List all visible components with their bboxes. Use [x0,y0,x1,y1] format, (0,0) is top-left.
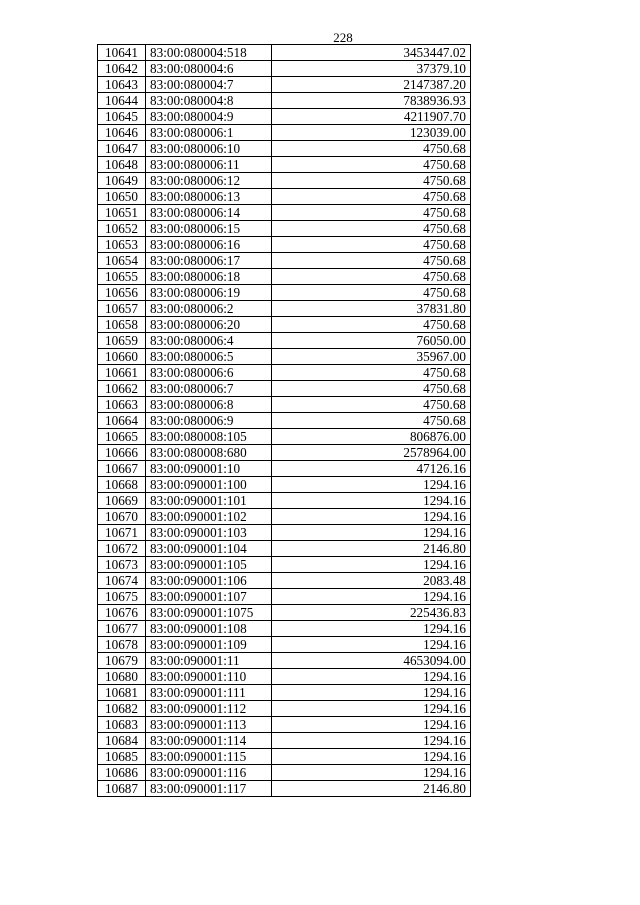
row-number-cell: 10658 [98,317,146,333]
table-row [98,605,471,621]
row-number-cell: 10673 [98,557,146,573]
cadastral-value-cell: 2578964.00 [272,445,471,461]
row-number-cell: 10641 [98,45,146,61]
cadastral-number-cell: 83:00:090001:107 [146,589,272,605]
cadastral-number-cell: 83:00:090001:116 [146,765,272,781]
cadastral-number-cell: 83:00:080008:105 [146,429,272,445]
cadastral-value-cell: 4750.68 [272,253,471,269]
table-row [98,541,471,557]
table-row [98,173,471,189]
cadastral-number-cell: 83:00:080004:7 [146,77,272,93]
row-number-cell: 10654 [98,253,146,269]
cadastral-number-cell: 83:00:090001:100 [146,477,272,493]
row-number-cell: 10662 [98,381,146,397]
row-number-cell: 10679 [98,653,146,669]
row-number-cell: 10674 [98,573,146,589]
table-row [98,285,471,301]
cadastral-number-cell: 83:00:080004:8 [146,93,272,109]
row-number-cell: 10651 [98,205,146,221]
row-number-cell: 10682 [98,701,146,717]
table-row [98,349,471,365]
row-number-cell: 10642 [98,61,146,77]
cadastral-value-cell: 4750.68 [272,221,471,237]
table-row [98,93,471,109]
cadastral-number-cell: 83:00:090001:102 [146,509,272,525]
cadastral-value-cell: 4750.68 [272,141,471,157]
cadastral-number-cell: 83:00:090001:105 [146,557,272,573]
table-row [98,477,471,493]
cadastral-number-cell: 83:00:080006:7 [146,381,272,397]
table-row [98,573,471,589]
cadastral-number-cell: 83:00:090001:109 [146,637,272,653]
row-number-cell: 10643 [98,77,146,93]
table-row [98,237,471,253]
cadastral-value-cell: 806876.00 [272,429,471,445]
table-row [98,717,471,733]
cadastral-value-cell: 225436.83 [272,605,471,621]
table-row [98,525,471,541]
table-row [98,637,471,653]
table-row [98,429,471,445]
table-row [98,701,471,717]
row-number-cell: 10652 [98,221,146,237]
cadastral-value-cell: 4211907.70 [272,109,471,125]
cadastral-value-cell: 7838936.93 [272,93,471,109]
table-row [98,317,471,333]
table-row [98,749,471,765]
row-number-cell: 10665 [98,429,146,445]
cadastral-number-cell: 83:00:080006:16 [146,237,272,253]
cadastral-value-cell: 76050.00 [272,333,471,349]
row-number-cell: 10678 [98,637,146,653]
cadastral-value-cell: 1294.16 [272,477,471,493]
cadastral-value-cell: 37379.10 [272,61,471,77]
cadastral-number-cell: 83:00:080006:12 [146,173,272,189]
cadastral-number-cell: 83:00:080004:9 [146,109,272,125]
row-number-cell: 10650 [98,189,146,205]
cadastral-value-cell: 4750.68 [272,237,471,253]
row-number-cell: 10675 [98,589,146,605]
row-number-cell: 10657 [98,301,146,317]
cadastral-value-cell: 1294.16 [272,669,471,685]
cadastral-value-cell: 4750.68 [272,397,471,413]
table-row [98,765,471,781]
row-number-cell: 10655 [98,269,146,285]
row-number-cell: 10676 [98,605,146,621]
cadastral-number-cell: 83:00:090001:106 [146,573,272,589]
table-row [98,621,471,637]
cadastral-number-cell: 83:00:080006:9 [146,413,272,429]
table-row [98,509,471,525]
cadastral-value-cell: 1294.16 [272,749,471,765]
cadastral-value-table [97,44,471,797]
cadastral-value-cell: 37831.80 [272,301,471,317]
cadastral-number-cell: 83:00:080006:13 [146,189,272,205]
row-number-cell: 10684 [98,733,146,749]
cadastral-number-cell: 83:00:080006:1 [146,125,272,141]
row-number-cell: 10680 [98,669,146,685]
cadastral-number-cell: 83:00:080006:19 [146,285,272,301]
cadastral-number-cell: 83:00:090001:113 [146,717,272,733]
table-row [98,413,471,429]
cadastral-number-cell: 83:00:080006:15 [146,221,272,237]
cadastral-value-cell: 35967.00 [272,349,471,365]
table-row [98,381,471,397]
table-row [98,205,471,221]
row-number-cell: 10668 [98,477,146,493]
row-number-cell: 10664 [98,413,146,429]
cadastral-number-cell: 83:00:080008:680 [146,445,272,461]
row-number-cell: 10660 [98,349,146,365]
table-row [98,45,471,61]
cadastral-number-cell: 83:00:080006:14 [146,205,272,221]
cadastral-number-cell: 83:00:090001:103 [146,525,272,541]
table-row [98,445,471,461]
row-number-cell: 10667 [98,461,146,477]
cadastral-number-cell: 83:00:080006:17 [146,253,272,269]
cadastral-value-cell: 1294.16 [272,701,471,717]
table-row [98,157,471,173]
cadastral-value-cell: 4750.68 [272,189,471,205]
table-row [98,685,471,701]
table-row [98,189,471,205]
cadastral-value-cell: 1294.16 [272,621,471,637]
cadastral-value-cell: 1294.16 [272,733,471,749]
table-row [98,589,471,605]
table-row [98,653,471,669]
table-row [98,253,471,269]
page-number: 228 [333,30,353,45]
row-number-cell: 10656 [98,285,146,301]
row-number-cell: 10669 [98,493,146,509]
cadastral-number-cell: 83:00:080006:18 [146,269,272,285]
cadastral-value-cell: 4653094.00 [272,653,471,669]
cadastral-number-cell: 83:00:080004:518 [146,45,272,61]
row-number-cell: 10666 [98,445,146,461]
cadastral-number-cell: 83:00:090001:111 [146,685,272,701]
row-number-cell: 10644 [98,93,146,109]
cadastral-value-cell: 1294.16 [272,509,471,525]
cadastral-value-cell: 4750.68 [272,381,471,397]
cadastral-number-cell: 83:00:090001:117 [146,781,272,797]
cadastral-value-cell: 4750.68 [272,317,471,333]
table-row [98,301,471,317]
cadastral-value-cell: 4750.68 [272,205,471,221]
row-number-cell: 10670 [98,509,146,525]
cadastral-value-cell: 1294.16 [272,685,471,701]
cadastral-number-cell: 83:00:080006:6 [146,365,272,381]
cadastral-number-cell: 83:00:090001:101 [146,493,272,509]
table-row [98,781,471,797]
row-number-cell: 10661 [98,365,146,381]
cadastral-value-cell: 1294.16 [272,637,471,653]
table-row [98,461,471,477]
row-number-cell: 10646 [98,125,146,141]
cadastral-value-cell: 2146.80 [272,541,471,557]
cadastral-number-cell: 83:00:090001:110 [146,669,272,685]
cadastral-value-cell: 1294.16 [272,493,471,509]
cadastral-value-cell: 4750.68 [272,285,471,301]
cadastral-number-cell: 83:00:080006:5 [146,349,272,365]
row-number-cell: 10672 [98,541,146,557]
row-number-cell: 10671 [98,525,146,541]
cadastral-value-cell: 1294.16 [272,765,471,781]
cadastral-number-cell: 83:00:080006:2 [146,301,272,317]
table-row [98,397,471,413]
table-row [98,221,471,237]
cadastral-value-cell: 4750.68 [272,173,471,189]
cadastral-number-cell: 83:00:090001:112 [146,701,272,717]
row-number-cell: 10681 [98,685,146,701]
row-number-cell: 10683 [98,717,146,733]
table-row [98,125,471,141]
cadastral-value-cell: 1294.16 [272,525,471,541]
cadastral-value-cell: 47126.16 [272,461,471,477]
cadastral-value-cell: 4750.68 [272,365,471,381]
row-number-cell: 10645 [98,109,146,125]
row-number-cell: 10687 [98,781,146,797]
cadastral-number-cell: 83:00:090001:1075 [146,605,272,621]
row-number-cell: 10648 [98,157,146,173]
cadastral-value-cell: 4750.68 [272,413,471,429]
table-row [98,557,471,573]
row-number-cell: 10686 [98,765,146,781]
cadastral-number-cell: 83:00:080006:20 [146,317,272,333]
table-row [98,61,471,77]
cadastral-value-cell: 3453447.02 [272,45,471,61]
row-number-cell: 10649 [98,173,146,189]
cadastral-value-cell: 2146.80 [272,781,471,797]
table-row [98,669,471,685]
table-row [98,733,471,749]
row-number-cell: 10647 [98,141,146,157]
cadastral-value-cell: 1294.16 [272,557,471,573]
row-number-cell: 10659 [98,333,146,349]
row-number-cell: 10677 [98,621,146,637]
row-number-cell: 10685 [98,749,146,765]
table-row [98,77,471,93]
cadastral-number-cell: 83:00:090001:11 [146,653,272,669]
table-row [98,333,471,349]
cadastral-value-cell: 2083.48 [272,573,471,589]
cadastral-value-cell: 123039.00 [272,125,471,141]
cadastral-value-cell: 2147387.20 [272,77,471,93]
cadastral-number-cell: 83:00:090001:104 [146,541,272,557]
cadastral-number-cell: 83:00:090001:115 [146,749,272,765]
table-body [98,45,471,797]
cadastral-number-cell: 83:00:080006:4 [146,333,272,349]
cadastral-number-cell: 83:00:090001:108 [146,621,272,637]
cadastral-value-cell: 4750.68 [272,157,471,173]
row-number-cell: 10663 [98,397,146,413]
cadastral-number-cell: 83:00:080006:11 [146,157,272,173]
table-row [98,365,471,381]
cadastral-number-cell: 83:00:080006:10 [146,141,272,157]
row-number-cell: 10653 [98,237,146,253]
cadastral-number-cell: 83:00:090001:10 [146,461,272,477]
cadastral-number-cell: 83:00:080004:6 [146,61,272,77]
table-row [98,493,471,509]
cadastral-number-cell: 83:00:090001:114 [146,733,272,749]
cadastral-number-cell: 83:00:080006:8 [146,397,272,413]
cadastral-value-cell: 1294.16 [272,717,471,733]
table-row [98,141,471,157]
cadastral-value-cell: 1294.16 [272,589,471,605]
table-row [98,269,471,285]
table-row [98,109,471,125]
cadastral-value-cell: 4750.68 [272,269,471,285]
